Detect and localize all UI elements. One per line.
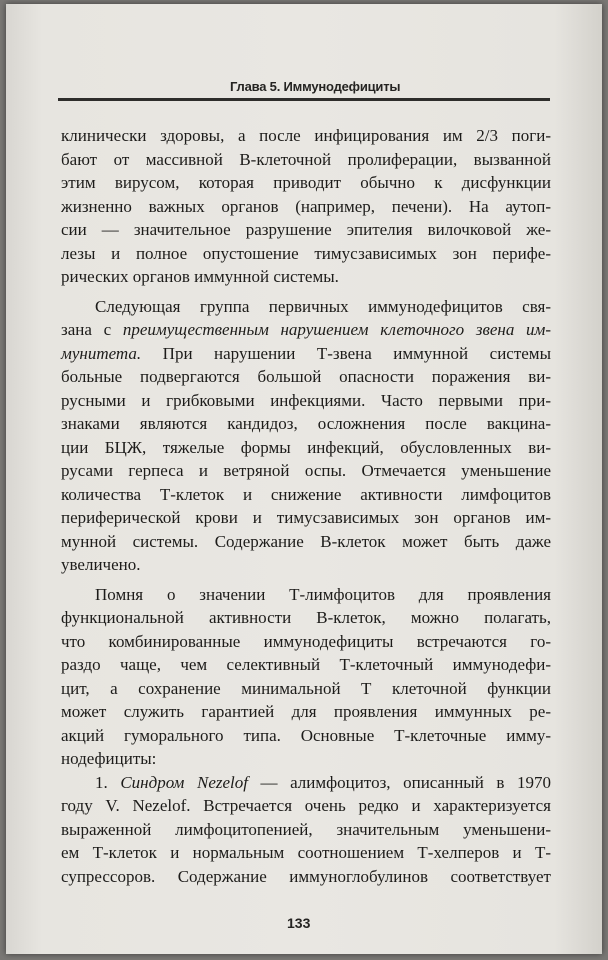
text-line: что комбинированные иммунодефициты встречаются го- — [61, 631, 551, 651]
text-line: периферической крови и тимусзависимых зон органов им- — [61, 508, 551, 527]
text-line — [61, 318, 551, 342]
text-line: этим вирусом, которая приводит обычно к дисфункции — [61, 173, 551, 192]
emphasis-text: преимущественным нарушением клеточного звена им- — [122, 320, 552, 339]
text-line: сии — значительное разрушение эпителия вилочковой же- — [61, 220, 551, 239]
text-line: году V. Nezelof. Встречается очень редко и характеризуется — [61, 796, 551, 815]
text-line: ем Т-клеток и нормальным соотношением Т-хелперов и Т- — [61, 843, 551, 862]
text-line: количества Т-клеток и снижение активности лимфоцитов — [61, 484, 551, 504]
text-run: При нарушении Т-звена иммунной системы — [141, 343, 551, 363]
emphasis-text: Синдром Nezelof — [120, 772, 248, 792]
text-line: русными и грибковыми инфекциями. Часто первыми при- — [61, 390, 551, 410]
text-line: знаками являются кандидоз, осложнения после вакцина- — [61, 414, 551, 433]
text-line: клинически здоровы, а после инфицирования им 2/3 поги- — [61, 126, 551, 145]
text-run: Следующая группа первичных иммунодефицитов свя- — [95, 296, 551, 316]
page-number: 133 — [287, 915, 311, 931]
text-line: русами герпеса и ветряной оспы. Отмечается уменьшение — [61, 461, 551, 480]
text-line: нодефициты: — [61, 749, 157, 768]
text-line: жизненно важных органов (например, печени). На аутоп- — [61, 196, 551, 216]
text-line: Помня о значении Т-лимфоцитов для проявления — [95, 584, 551, 604]
text-line: функциональной активности В-клеток, можно полагать, — [61, 608, 551, 627]
emphasis-text: мунитета. — [61, 343, 142, 363]
text-line — [61, 771, 551, 795]
text-run: 1. — [95, 772, 121, 792]
text-line: выраженной лимфоцитопенией, значительным уменьшени- — [61, 819, 551, 839]
text-line: больные подвергаются большой опасности поражения ви- — [61, 367, 551, 386]
text-line: может служить гарантией для проявления иммунных ре- — [61, 702, 551, 721]
text-line: супрессоров. Содержание иммуноглобулинов соответствует — [61, 866, 551, 886]
text-line — [61, 295, 551, 319]
text-line: мунной системы. Содержание В-клеток может быть даже — [61, 531, 551, 551]
header-rule — [58, 98, 550, 101]
text-line: раздо чаще, чем селективный Т-клеточный иммунодефи- — [61, 655, 551, 674]
running-head: Глава 5. Иммунодефициты — [230, 79, 401, 94]
text-line: ции БЦЖ, тяжелые формы инфекций, обусловленных ви- — [61, 437, 551, 457]
text-line: рических органов иммунной системы. — [61, 267, 339, 286]
text-run: зана с — [61, 320, 123, 339]
book-page — [6, 4, 602, 954]
body-text — [61, 124, 551, 888]
text-line: цит, а сохранение минимальной Т клеточной функции — [61, 678, 551, 698]
text-line: бают от массивной В-клеточной пролиферации, вызванной — [61, 149, 551, 169]
text-line: лезы и полное опустошение тимусзависимых зон перифе- — [61, 243, 551, 263]
text-line: увеличено. — [61, 555, 141, 574]
text-line: акций гуморального типа. Основные Т-клеточные имму- — [61, 725, 551, 745]
text-run: — алимфоцитоз, описанный в 1970 — [247, 772, 551, 792]
text-line — [61, 342, 551, 366]
